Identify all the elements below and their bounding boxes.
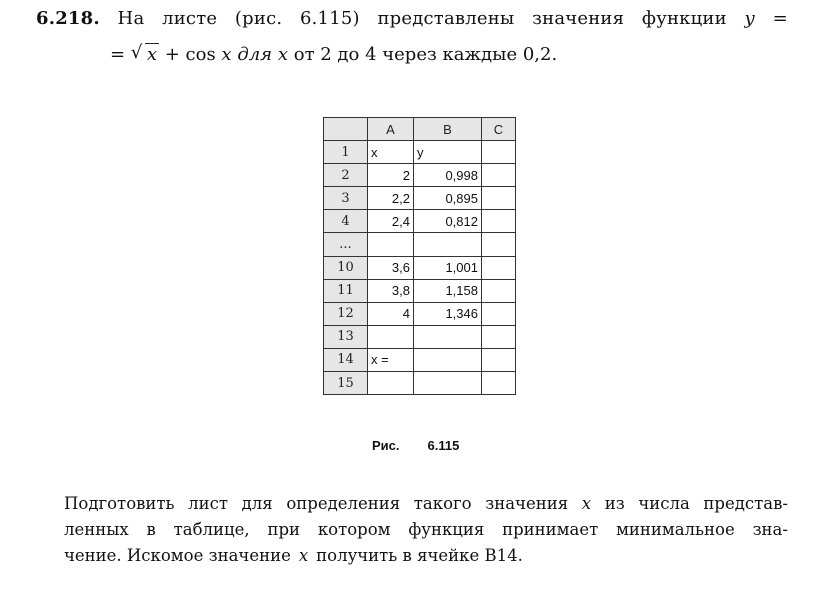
row-header: 2 xyxy=(324,164,368,187)
sheet-row xyxy=(324,233,516,256)
word: при xyxy=(267,520,301,539)
variable-x: x xyxy=(221,44,232,65)
word: значения xyxy=(532,8,625,29)
plus-cos: + cos xyxy=(164,44,216,65)
row-header: 1 xyxy=(324,141,368,164)
word: На xyxy=(117,8,145,29)
row-header: 4 xyxy=(324,210,368,233)
sheet-row xyxy=(324,302,516,325)
word: принимает xyxy=(502,520,599,539)
figure-caption xyxy=(372,438,459,453)
word: в xyxy=(146,520,156,539)
row-header: ... xyxy=(324,233,368,256)
sheet-row xyxy=(324,348,516,371)
cell-b: 0,895 xyxy=(414,187,482,210)
corner-cell xyxy=(324,118,368,141)
word-for: для xyxy=(237,44,273,65)
cell-c xyxy=(482,210,516,233)
cell-a: 2,4 xyxy=(368,210,414,233)
word: таблице, xyxy=(173,520,250,539)
column-header-row xyxy=(324,118,516,141)
row-header: 3 xyxy=(324,187,368,210)
word: котором xyxy=(317,520,391,539)
cell-c xyxy=(482,256,516,279)
row-header: 11 xyxy=(324,279,368,302)
column-header-c: C xyxy=(482,118,516,141)
cell-a: 4 xyxy=(368,302,414,325)
word: функция xyxy=(408,520,485,539)
cell-b xyxy=(414,325,482,348)
cell-a: 3,6 xyxy=(368,256,414,279)
sqrt-argument: x xyxy=(146,44,157,65)
cell-c xyxy=(482,325,516,348)
sheet-row xyxy=(324,164,516,187)
variable-y: y xyxy=(744,8,755,29)
word: числа xyxy=(638,494,690,513)
equals-sign: = xyxy=(772,8,788,29)
cell-c xyxy=(482,187,516,210)
cell-b: 0,812 xyxy=(414,210,482,233)
task-line-1 xyxy=(64,491,788,517)
cell-b: 1,158 xyxy=(414,279,482,302)
sheet-row xyxy=(324,279,516,302)
problem-number: 6.218. xyxy=(36,8,100,29)
range-text: от 2 до 4 через каждые 0,2. xyxy=(293,44,558,65)
cell-b: 1,346 xyxy=(414,302,482,325)
word: представ- xyxy=(703,494,788,513)
problem-line-1 xyxy=(36,8,788,29)
word: ленных xyxy=(64,520,129,539)
task-paragraph xyxy=(64,491,788,569)
word: из xyxy=(604,494,625,513)
word: лист xyxy=(188,494,229,513)
caption-number: 6.115 xyxy=(427,438,460,453)
problem-line-2 xyxy=(110,44,557,65)
cell-a xyxy=(368,372,414,395)
row-header: 13 xyxy=(324,325,368,348)
cell-c xyxy=(482,164,516,187)
word: представлены xyxy=(377,8,515,29)
variable-x: x xyxy=(581,494,592,513)
cell-c xyxy=(482,233,516,256)
column-header-a: A xyxy=(368,118,414,141)
cell-c xyxy=(482,372,516,395)
cell-b: y xyxy=(414,141,482,164)
word: Подготовить xyxy=(64,494,175,513)
cell-a: 2,2 xyxy=(368,187,414,210)
word: зна- xyxy=(752,520,788,539)
cell-a xyxy=(368,233,414,256)
variable-x: x xyxy=(298,546,309,565)
cell-b: 1,001 xyxy=(414,256,482,279)
task-line-3 xyxy=(64,543,788,569)
row-header: 14 xyxy=(324,348,368,371)
cell-a xyxy=(368,325,414,348)
word: значения xyxy=(485,494,569,513)
column-header-b: B xyxy=(414,118,482,141)
cell-a: 3,8 xyxy=(368,279,414,302)
sheet-row xyxy=(324,141,516,164)
row-header: 10 xyxy=(324,256,368,279)
word: для xyxy=(241,494,273,513)
sqrt-expression xyxy=(131,44,159,65)
cell-b: 0,998 xyxy=(414,164,482,187)
sheet-row xyxy=(324,210,516,233)
cell-b xyxy=(414,233,482,256)
cell-a: x = xyxy=(368,348,414,371)
task-line-3-tail: получить в ячейке В14. xyxy=(316,546,523,565)
cell-b xyxy=(414,348,482,371)
sheet-row xyxy=(324,325,516,348)
row-header: 12 xyxy=(324,302,368,325)
cell-c xyxy=(482,302,516,325)
variable-x: x xyxy=(277,44,288,65)
cell-b xyxy=(414,372,482,395)
word: листе xyxy=(162,8,218,29)
word: такого xyxy=(413,494,472,513)
cell-c xyxy=(482,141,516,164)
sheet-row xyxy=(324,372,516,395)
word: минимальное xyxy=(616,520,735,539)
word: функции xyxy=(641,8,727,29)
word: (рис. xyxy=(234,8,283,29)
row-header: 15 xyxy=(324,372,368,395)
radical-icon: √ xyxy=(130,42,143,63)
word: 6.115) xyxy=(299,8,360,29)
cell-c xyxy=(482,279,516,302)
spreadsheet-figure xyxy=(323,117,516,395)
caption-prefix: Рис. xyxy=(372,438,400,453)
task-line-3-head: чение. Искомое значение xyxy=(64,546,291,565)
equals-sign: = xyxy=(110,44,126,65)
cell-a: 2 xyxy=(368,164,414,187)
sheet-row xyxy=(324,256,516,279)
word: определения xyxy=(286,494,401,513)
sheet-row xyxy=(324,187,516,210)
task-line-2 xyxy=(64,517,788,543)
cell-c xyxy=(482,348,516,371)
cell-a: x xyxy=(368,141,414,164)
